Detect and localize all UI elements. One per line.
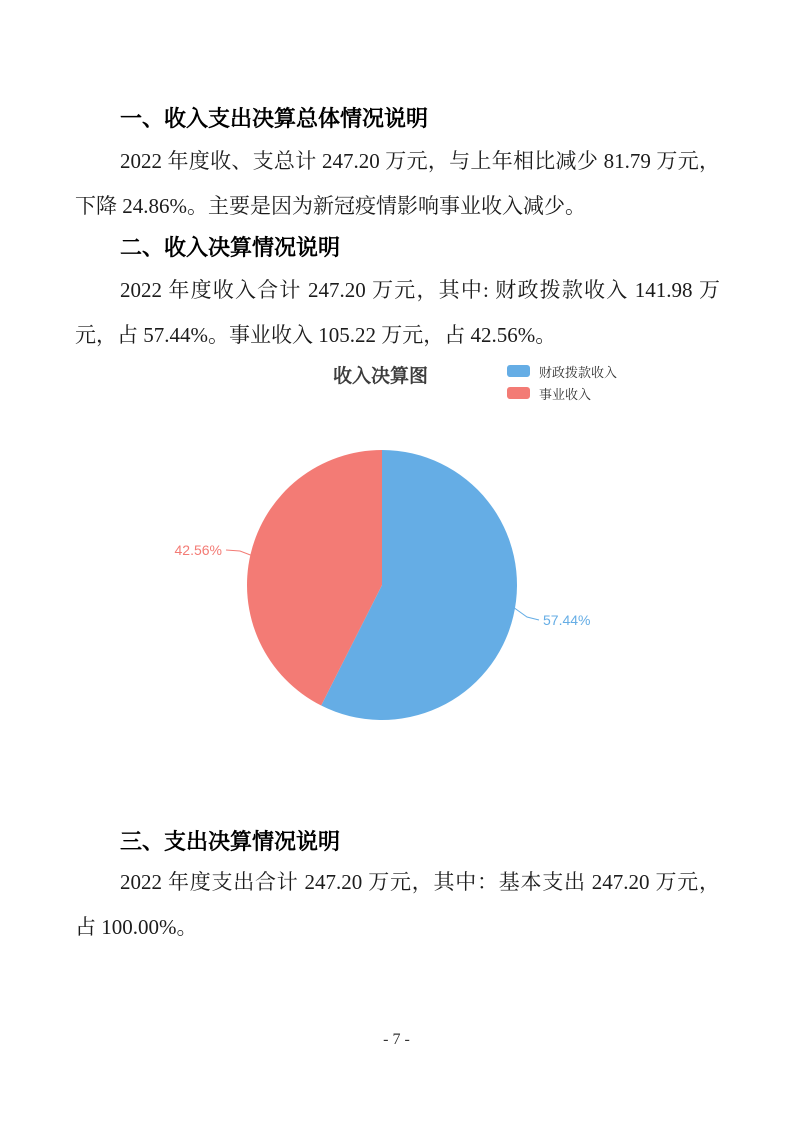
- paragraph-line: 2022 年度收、支总计 247.20 万元，与上年相比减少 81.79 万元，: [120, 149, 720, 173]
- legend-item: [507, 364, 617, 378]
- legend-item: [507, 386, 617, 400]
- pie-percent-label-caizheng: 57.44%: [543, 612, 591, 628]
- paragraph-line: 占 100.00%。: [75, 915, 198, 939]
- paragraph-line: 2022 年度收入合计 247.20 万元，其中: 财政拨款收入 141.98 万: [120, 278, 720, 302]
- section2-paragraph: [75, 268, 720, 358]
- page-number: - 7 -: [383, 1031, 410, 1048]
- section3-heading: 三、支出决算情况说明: [120, 829, 341, 854]
- leader-line-shiye: [226, 550, 253, 556]
- chart-legend: [507, 364, 617, 408]
- legend-swatch-shiye: [507, 387, 530, 399]
- legend-label: 事业收入: [539, 386, 592, 402]
- leader-line-caizheng: [513, 607, 539, 620]
- section2-heading: 二、收入决算情况说明: [120, 235, 341, 260]
- pie-percent-label-shiye: 42.56%: [174, 542, 222, 558]
- pie-slices: [247, 450, 517, 720]
- section3-paragraph: [75, 860, 720, 950]
- paragraph-line: 2022 年度支出合计 247.20 万元，其中：基本支出 247.20 万元，: [120, 870, 720, 894]
- section1-heading: 一、收入支出决算总体情况说明: [120, 106, 429, 131]
- paragraph-line: 元，占 57.44%。事业收入 105.22 万元，占 42.56%。: [75, 323, 557, 347]
- paragraph-line: 下降 24.86%。主要是因为新冠疫情影响事业收入减少。: [75, 194, 586, 218]
- chart-title: 收入决算图: [333, 366, 429, 387]
- legend-swatch-caizheng: [507, 365, 530, 377]
- section1-paragraph: [75, 139, 720, 229]
- legend-label: 财政拨款收入: [539, 364, 618, 380]
- pie-chart-canvas: [160, 440, 620, 740]
